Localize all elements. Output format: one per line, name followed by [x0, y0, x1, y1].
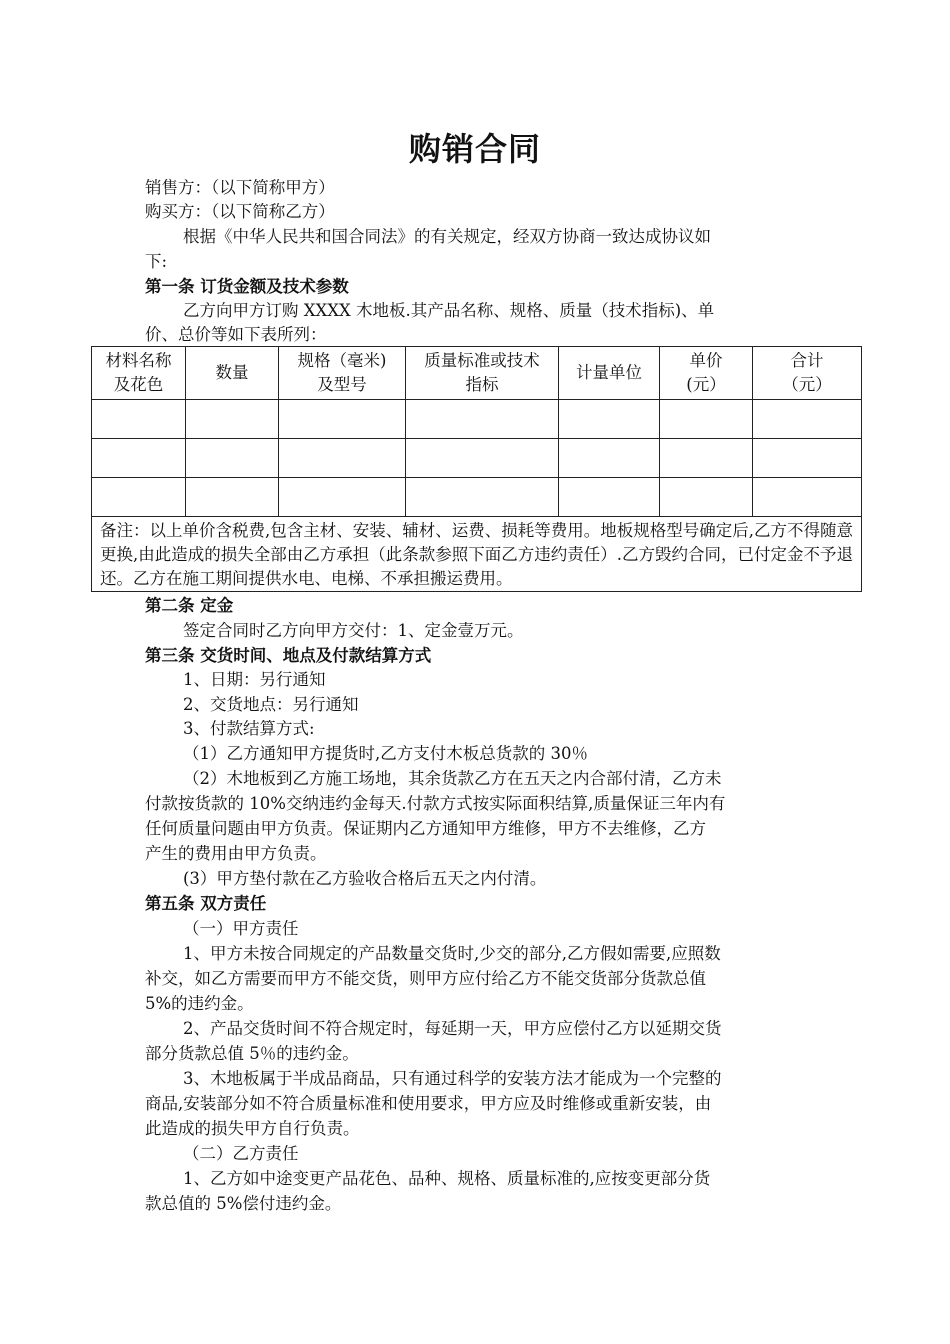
article-2-text: 签定合同时乙方向甲方交付：1、定金壹万元。 — [183, 621, 524, 640]
table-cell[interactable] — [406, 478, 559, 517]
product-spec-table — [91, 346, 862, 592]
article-1-text-2: 价、总价等如下表所列： — [145, 325, 327, 344]
table-cell[interactable] — [186, 478, 279, 517]
table-cell[interactable] — [279, 400, 406, 439]
party-a-item-3-line-3: 此造成的损失甲方自行负责。 — [145, 1119, 360, 1138]
table-row — [92, 439, 862, 478]
payment-item-2-line-3: 任何质量问题由甲方负责。保证期内乙方通知甲方维修，甲方不去维修，乙方 — [145, 819, 706, 838]
buyer-line: 购买方：（以下简称乙方） — [145, 202, 335, 221]
table-cell[interactable] — [92, 478, 186, 517]
party-a-item-3-line-2: 商品,安装部分如不符合质量标准和使用要求，甲方应及时维修或重新安装，由 — [145, 1094, 712, 1113]
header-unit-price: 单价 (元） — [660, 347, 753, 400]
article-5-heading: 第五条 双方责任 — [145, 894, 267, 913]
table-cell[interactable] — [753, 439, 862, 478]
table-cell[interactable] — [753, 400, 862, 439]
table-cell[interactable] — [559, 400, 660, 439]
payment-item-2-line-1: （2）木地板到乙方施工场地，其余货款乙方在五天之内合部付清，乙方未 — [183, 769, 722, 788]
party-a-item-2-line-1: 2、产品交货时间不符合规定时，每延期一天，甲方应偿付乙方以延期交货 — [183, 1019, 722, 1038]
table-row — [92, 400, 862, 439]
table-note: 备注：以上单价含税费,包含主材、安装、辅材、运费、损耗等费用。地板规格型号确定后,乙方不得随意更换,由此造成的损失全部由乙方承担（此条款参照下面乙方违约责任）.乙方毁约合同，已付定金不予退还。乙方在施工期间提供水电、电梯、不承担搬运费用。 — [92, 517, 862, 592]
intro-line-2: 下: — [145, 252, 168, 271]
payment-item-2-line-2: 付款按货款的 10%交纳违约金每天.付款方式按实际面积结算,质量保证三年内有 — [145, 794, 726, 813]
delivery-place: 2、交货地点：另行通知 — [183, 695, 359, 714]
table-cell[interactable] — [660, 478, 753, 517]
party-a-item-1-line-1: 1、甲方未按合同规定的产品数量交货时,少交的部分,乙方假如需要,应照数 — [183, 944, 721, 963]
table-cell[interactable] — [279, 439, 406, 478]
header-spec: 规格（毫米) 及型号 — [279, 347, 406, 400]
table-cell[interactable] — [753, 478, 862, 517]
intro-line-1: 根据《中华人民共和国合同法》的有关规定，经双方协商一致达成协议如 — [183, 227, 711, 246]
seller-line: 销售方：（以下简称甲方） — [145, 178, 335, 197]
party-a-item-2-line-2: 部分货款总值 5％的违约金。 — [145, 1044, 359, 1063]
document-title: 购销合同 — [408, 130, 541, 168]
party-b-responsibility: （二）乙方责任 — [183, 1144, 299, 1163]
payment-item-1: （1）乙方通知甲方提货时,乙方支付木板总货款的 30％ — [183, 744, 588, 763]
article-2-heading: 第二条 定金 — [145, 596, 234, 615]
table-cell[interactable] — [92, 439, 186, 478]
table-cell[interactable] — [279, 478, 406, 517]
header-unit: 计量单位 — [559, 347, 660, 400]
table-cell[interactable] — [660, 400, 753, 439]
table-header-row — [92, 347, 862, 400]
header-material: 材料名称 及花色 — [92, 347, 186, 400]
table-cell[interactable] — [92, 400, 186, 439]
payment-method: 3、付款结算方式: — [183, 719, 315, 738]
table-note-row — [92, 517, 862, 592]
table-cell[interactable] — [186, 439, 279, 478]
party-a-item-1-line-3: 5%的违约金。 — [145, 994, 254, 1013]
table-row — [92, 478, 862, 517]
table-cell[interactable] — [559, 439, 660, 478]
header-quantity: 数量 — [186, 347, 279, 400]
table-cell[interactable] — [660, 439, 753, 478]
party-b-item-1-line-1: 1、乙方如中途变更产品花色、品种、规格、质量标准的,应按变更部分货 — [183, 1169, 711, 1188]
article-3-heading: 第三条 交货时间、地点及付款结算方式 — [145, 646, 432, 665]
table-cell[interactable] — [186, 400, 279, 439]
delivery-date: 1、日期：另行通知 — [183, 670, 326, 689]
payment-item-2-line-4: 产生的费用由甲方负责。 — [145, 844, 327, 863]
party-a-responsibility: （一）甲方责任 — [183, 919, 299, 938]
party-b-item-1-line-2: 款总值的 5%偿付违约金。 — [145, 1194, 342, 1213]
header-total: 合计 （元） — [753, 347, 862, 400]
table-cell[interactable] — [406, 439, 559, 478]
table-cell[interactable] — [406, 400, 559, 439]
party-a-item-1-line-2: 补交，如乙方需要而甲方不能交货，则甲方应付给乙方不能交货部分货款总值 — [145, 969, 706, 988]
article-1-heading: 第一条 订货金额及技术参数 — [145, 277, 349, 296]
header-quality: 质量标准或技术 指标 — [406, 347, 559, 400]
payment-item-3: (3）甲方垫付款在乙方验收合格后五天之内付清。 — [183, 869, 547, 888]
article-1-text-1: 乙方向甲方订购 XXXX 木地板.其产品名称、规格、质量（技术指标)、单 — [183, 301, 715, 320]
table-cell[interactable] — [559, 478, 660, 517]
party-a-item-3-line-1: 3、木地板属于半成品商品，只有通过科学的安装方法才能成为一个完整的 — [183, 1069, 722, 1088]
